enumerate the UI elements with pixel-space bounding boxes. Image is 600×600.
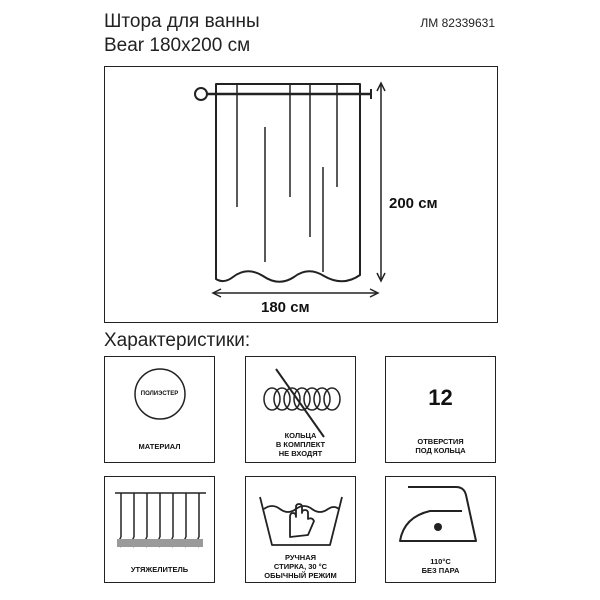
card-weight	[104, 476, 215, 583]
card-wash	[245, 476, 356, 583]
card-rings	[245, 356, 356, 463]
card-iron	[385, 476, 496, 583]
shower-curtain-icon	[105, 67, 499, 324]
product-sku: ЛМ 82339631	[420, 16, 495, 30]
card-holes	[385, 356, 496, 463]
holes-label	[386, 437, 495, 455]
dimension-drawing	[104, 66, 498, 323]
rings-label-line-1: КОЛЬЦА	[284, 431, 317, 440]
iron-label-line-1: 110°C	[430, 557, 451, 566]
iron-label	[386, 557, 495, 575]
material-label: МАТЕРИАЛ	[138, 442, 181, 451]
material-badge-text: ПОЛИЭСТЕР	[140, 391, 179, 397]
holes-count: 12	[428, 385, 453, 410]
wash-label-line-3: ОБЫЧНЫЙ РЕЖИМ	[264, 571, 337, 580]
holes-label-line-1: ОТВЕРСТИЯ	[417, 437, 464, 446]
characteristics-heading: Характеристики:	[104, 330, 251, 351]
wash-label	[246, 553, 355, 580]
weight-label: УТЯЖЕЛИТЕЛЬ	[130, 565, 189, 574]
product-title	[104, 10, 260, 58]
rings-label	[246, 431, 355, 458]
rings-label-line-2: В КОМПЛЕКТ	[275, 440, 326, 449]
height-dimension-label: 200 см	[389, 195, 438, 212]
product-title-line-2: Bear 180x200 см	[104, 35, 251, 56]
card-material	[104, 356, 215, 463]
wash-label-line-1: РУЧНАЯ	[284, 553, 317, 562]
wash-label-line-2: СТИРКА, 30 °C	[273, 562, 328, 571]
rings-label-line-3: НЕ ВХОДЯТ	[278, 449, 323, 458]
product-title-line-1: Штора для ванны	[104, 11, 260, 32]
holes-label-line-2: ПОД КОЛЬЦА	[415, 446, 466, 455]
iron-label-line-2: БЕЗ ПАРА	[421, 566, 460, 575]
width-dimension-label: 180 см	[261, 299, 310, 316]
